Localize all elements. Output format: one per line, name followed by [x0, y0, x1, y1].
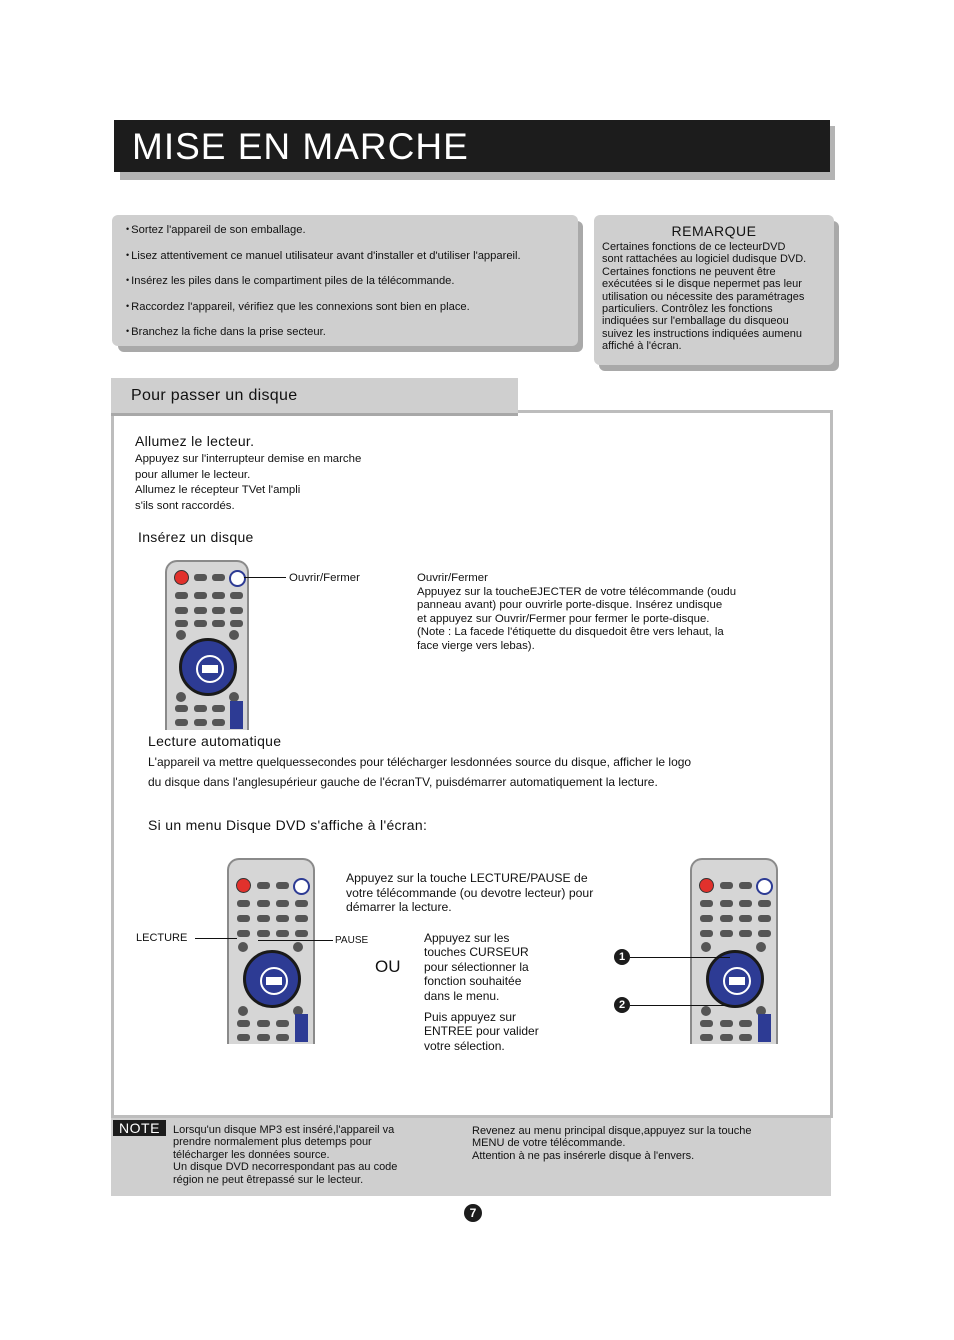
step4-heading: Si un menu Disque DVD s'affiche à l'écran: — [148, 817, 428, 833]
step2-heading: Insérez un disque — [138, 529, 254, 545]
intro-item: • Raccordez l'appareil, vérifiez que les connexions sont bien en place. — [126, 301, 470, 313]
callout-line — [244, 577, 286, 578]
pause-button-icon — [257, 930, 270, 937]
intro-item: • Branchez la fiche dans la prise secteur. — [126, 326, 326, 338]
marker-1-icon: 1 — [614, 949, 630, 965]
remote-control-eject — [165, 560, 249, 730]
note-left-text: Lorsqu'un disque MP3 est inséré,l'appareil va prendre normalement plus detemps pour télécharger les données source. Un disque DVD necorrespondant pas au code région ne peut êtrepassé sur le lecteur. — [173, 1124, 398, 1186]
page-number: 7 — [464, 1204, 482, 1222]
cursor-instruction: Appuyez sur les touches CURSEUR pour sélectionner la fonction souhaitée dans le menu. — [424, 931, 529, 1003]
note-label: NOTE — [113, 1120, 166, 1136]
eject-button-icon — [229, 570, 246, 587]
step1-text: Appuyez sur l'interrupteur demise en marche pour allumer le lecteur. Allumez le récepteur TVet l'ampli s'ils sont raccordés. — [135, 453, 362, 512]
step3-text: L'appareil va mettre quelquessecondes pour télécharger lesdonnées source du disque, afficher le logo du disque dans l'anglesupérieur gauche de l'écranTV, puisdémarrer automatiquement la lecture. — [148, 755, 692, 789]
marker-1-line — [630, 957, 730, 958]
step3-heading: Lecture automatique — [148, 733, 282, 749]
step2-text: Ouvrir/Fermer Appuyez sur la toucheEJECTER de votre télécommande (oudu panneau avant) pour ouvrirle porte-disque. Insérez undisque et appuyez sur Ouvrir/Fermer pour fermer le porte-disque. (Note : La facede l'étiquette du disquedoit être vers lehaut, la face vierge vers lebas). — [417, 572, 737, 652]
note-right-text: Revenez au menu principal disque,appuyez sur la touche MENU de votre télécommande. Attention à ne pas insérerle disque à l'envers. — [472, 1125, 752, 1162]
remarque-box — [594, 215, 834, 365]
remarque-text: Certaines fonctions de ce lecteurDVD sont rattachées au logiciel dudisque DVD. Certaines fonctions ne peuvent être exécutées si le disque nepermet pas leur utilisation ou nécessite des paramétrages particuliers. Contrôlez les fonctions indiquées sur l'emballage du disqueou suivez les instructions indiquées aumenu affiché à l'écran. — [602, 241, 807, 353]
or-label: OU — [375, 957, 401, 976]
eject-button-icon — [293, 878, 310, 895]
marker-2-icon: 2 — [614, 997, 630, 1013]
step1-heading: Allumez le lecteur. — [135, 433, 255, 449]
marker-2-line — [630, 1005, 730, 1006]
intro-list — [112, 215, 578, 346]
pause-label: PAUSE — [335, 935, 369, 946]
section-title: Pour passer un disque — [131, 387, 298, 404]
section-tab-underline — [111, 413, 518, 416]
intro-item: • Sortez l'appareil de son emballage. — [126, 224, 306, 236]
eject-button-icon — [756, 878, 773, 895]
play-button-icon — [237, 930, 250, 937]
navigation-pad-icon — [706, 950, 764, 1008]
enter-instruction: Puis appuyez sur ENTREE pour valider votre sélection. — [424, 1010, 539, 1053]
remote-control-play — [227, 858, 315, 1044]
navigation-pad-icon — [243, 950, 301, 1008]
intro-item: • Lisez attentivement ce manuel utilisateur avant d'installer et d'utiliser l'appareil. — [126, 250, 521, 262]
eject-callout: Ouvrir/Fermer — [289, 572, 360, 584]
power-button-icon — [236, 878, 251, 893]
pause-callout-line — [258, 940, 333, 941]
navigation-pad-icon — [179, 638, 237, 696]
lecture-label: LECTURE — [136, 932, 188, 944]
power-button-icon — [174, 570, 189, 585]
play-instruction: Appuyez sur la touche LECTURE/PAUSE de votre télécommande (ou devotre lecteur) pour démarrer la lecture. — [346, 871, 594, 915]
intro-item: • Insérez les piles dans le compartiment piles de la télécommande. — [126, 275, 455, 287]
remote-control-cursor — [690, 858, 778, 1044]
lecture-callout-line — [195, 938, 237, 939]
remarque-title: REMARQUE — [671, 223, 757, 239]
power-button-icon — [699, 878, 714, 893]
page-title: MISE EN MARCHE — [132, 126, 469, 167]
